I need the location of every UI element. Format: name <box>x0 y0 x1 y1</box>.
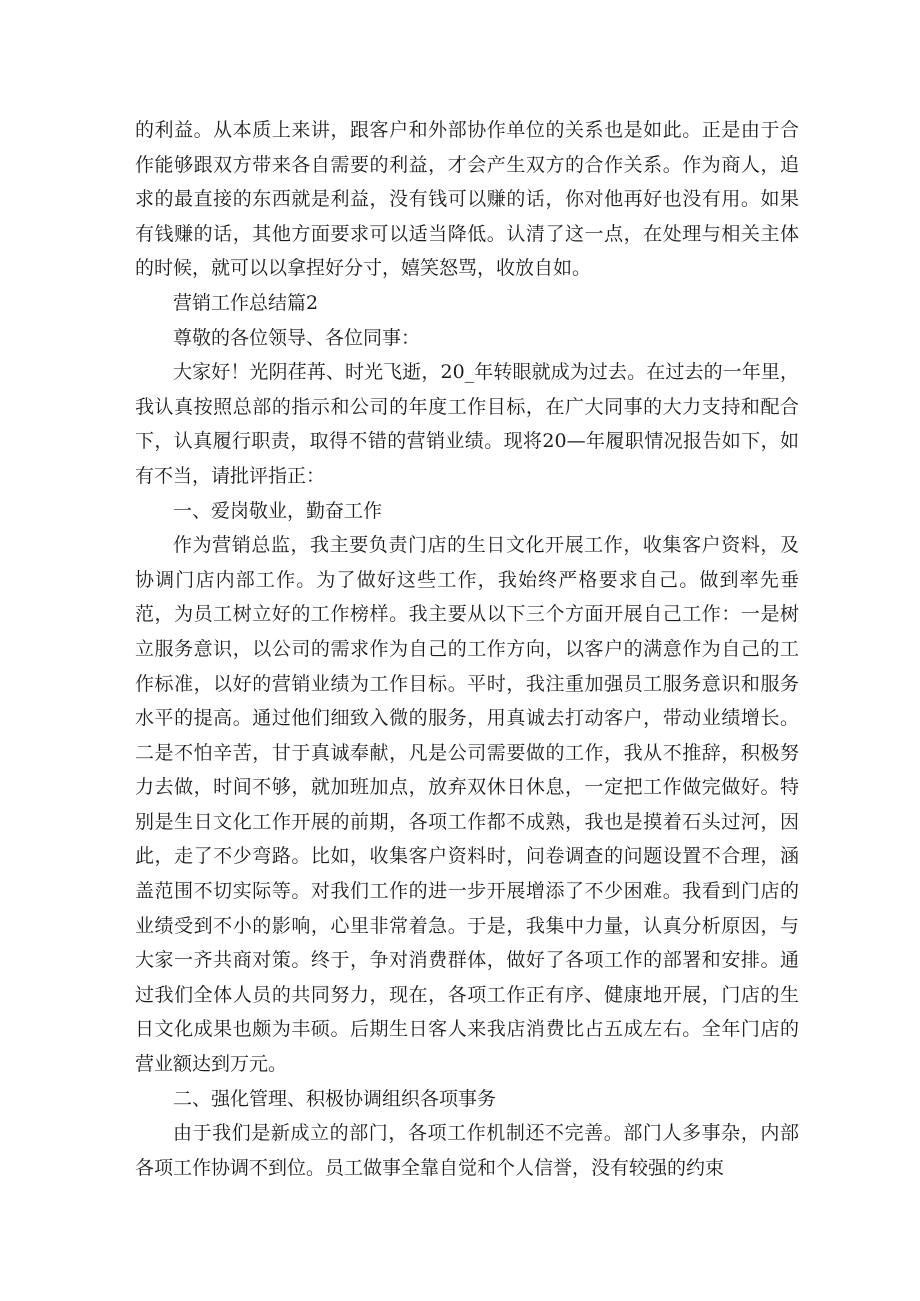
paragraph-opening: 大家好！光阴荏苒、时光飞逝，20_年转眼就成为过去。在过去的一年里，我认真按照总部的指示和公司的年度工作目标，在广大同事的大力支持和配合下，认真履行职责，取得不错的营销业绩。现将20—年履职情况报告如下，如有不当，请批评指正： <box>135 361 799 487</box>
paragraph-work: 作为营销总监，我主要负责门店的生日文化开展工作，收集客户资料，及协调门店内部工作。为了做好这些工作，我始终严格要求自己。做到率先垂范，为员工树立好的工作榜样。我主要从以下三个方面开展自己工作：一是树立服务意识，以公司的需求作为自己的工作方向，以客户的满意作为自己的工作标准，以好的营销业绩为工作目标。平时，我注重加强员工服务意识和服务水平的提高。通过他们细致入微的服务，用真诚去打动客户，带动业绩增长。二是不怕辛苦，甘于真诚奉献，凡是公司需要做的工作，我从不推辞，积极努力去做，时间不够，就加班加点，放弃双休日休息，一定把工作做完做好。特别是生日文化工作开展的前期，各项工作都不成熟，我也是摸着石头过河，因此，走了不少弯路。比如，收集客户资料时，问卷调查的问题设置不合理，涵盖范围不切实际等。对我们工作的进一步开展增添了不少困难。我看到门店的业绩受到不小的影响，心里非常着急。于是，我集中力量，认真分析原因，与大家一齐共商对策。终于，争对消费群体，做好了各项工作的部署和安排。通过我们全体人员的共同努力，现在，各项工作正有序、健康地开展，门店的生日文化成果也颇为丰硕。后期生日客人来我店消费比占五成左右。全年门店的营业额达到万元。 <box>135 534 799 1076</box>
paragraph-management: 由于我们是新成立的部门，各项工作机制还不完善。部门人多事杂，内部各项工作协调不到位。员工做事全靠自觉和个人信誉，没有较强的约束 <box>135 1122 799 1179</box>
salutation: 尊敬的各位领导、各位同事： <box>173 326 421 349</box>
heading-1: 一、爱岗敬业，勤奋工作 <box>173 499 383 522</box>
document-body <box>135 113 799 1185</box>
paragraph-continued: 的利益。从本质上来讲，跟客户和外部协作单位的关系也是如此。正是由于合作能够跟双方带来各自需要的利益，才会产生双方的合作关系。作为商人，追求的最直接的东西就是利益，没有钱可以赚的话，你对他再好也没有用。如果有钱赚的话，其他方面要求可以适当降低。认清了这一点，在处理与相关主体的时候，就可以以拿捏好分寸，嬉笑怒骂，收放自如。 <box>135 119 799 280</box>
heading-2: 二、强化管理、积极协调组织各项事务 <box>173 1087 497 1110</box>
section-title: 营销工作总结篇2 <box>173 291 319 314</box>
